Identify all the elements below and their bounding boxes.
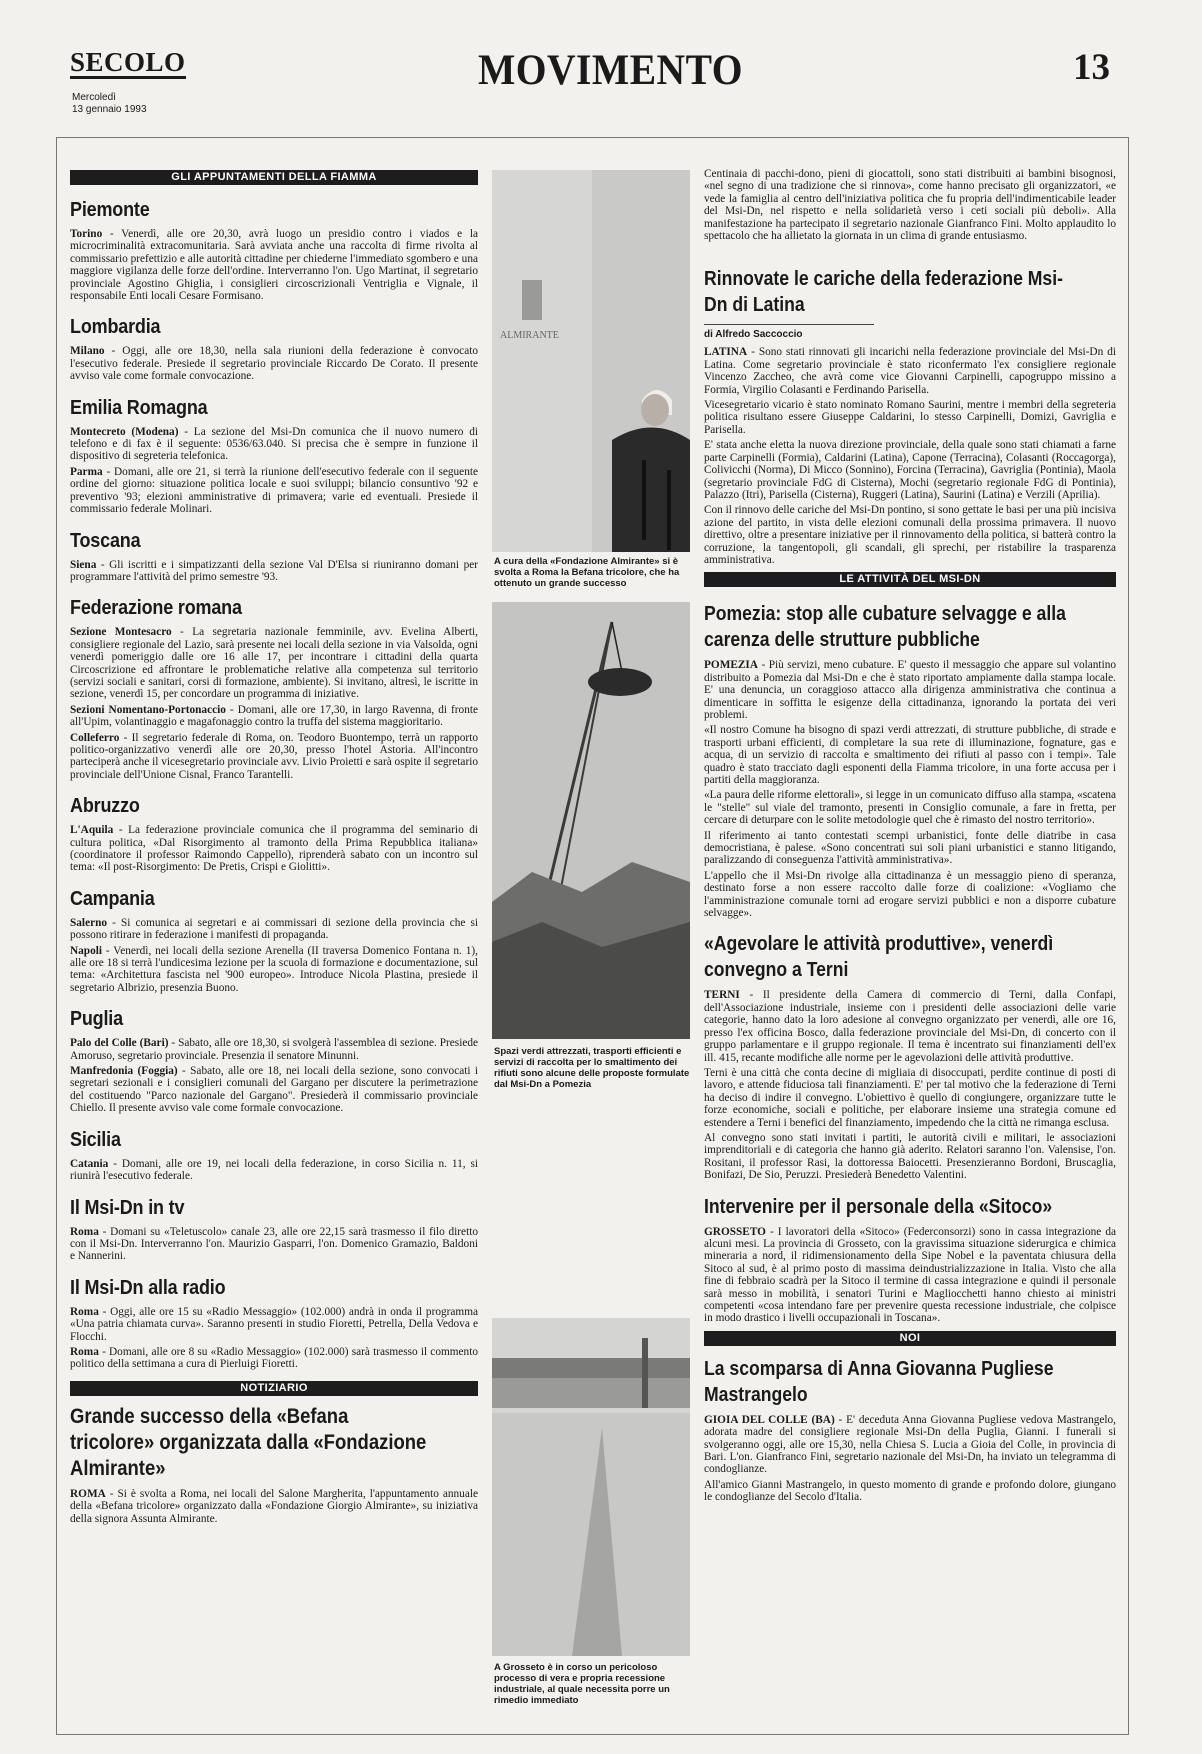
announcement-place: Sezioni Nomentano-Portonaccio <box>70 703 226 716</box>
article-paragraph <box>704 504 1116 566</box>
issue-day: Mercoledì <box>72 92 116 103</box>
article-paragraph <box>704 399 1116 436</box>
announcement <box>70 1306 478 1343</box>
sitoco-article <box>704 1226 1116 1325</box>
article-dateline: LATINA <box>704 346 748 359</box>
article-dateline: GROSSETO <box>704 1225 766 1238</box>
section-bar-notiziario: NOTIZIARIO <box>70 1381 478 1396</box>
article-paragraph <box>704 870 1116 920</box>
announcement-text: - La sezione del Msi-Dn comunica che il nuovo numero di telefono e di fax è il seguente: 0536/63.040. Si precisa che è sempre in funzione il dispositivo di segreteria telefonica. <box>70 425 478 463</box>
article-text: - E' deceduta Anna Giovanna Pugliese vedova Mastrangelo, adorata madre del consigliere regionale Msi-Dn della Puglia, Gianni. I funerali si svolgeranno oggi, alle ore 15,30, nella Chiesa S. Lucia a Gioia del Colle, in provincia di Bari. L'on. Gianfranco Fini, segretario nazionale del Msi-Dn, ha inviato un telegramma di condoglianze. <box>704 1413 1116 1476</box>
announcement <box>70 1158 478 1183</box>
regions-list <box>70 199 478 1371</box>
announcement-text: - Oggi, alle ore 15 su «Radio Messaggio» (102.000) andrà in onda il programma «Una patria chiamata curva». Saranno presenti in studio Fioretti, Petrella, Della Vedova e Flocchi. <box>70 1305 478 1343</box>
article-paragraph <box>704 346 1116 396</box>
announcement-place: Salerno <box>70 916 108 929</box>
announcement-text: - Domani, alle ore 19, nei locali della federazione, in corso Sicilia n. 11, si riunirà l'esecutivo federale. <box>70 1157 478 1183</box>
issue-date <box>72 92 147 116</box>
announcement <box>70 945 478 995</box>
photo-pomezia-drawing <box>492 602 690 1039</box>
announcement <box>70 732 478 782</box>
announcement <box>70 426 478 463</box>
announcement-place: Napoli <box>70 944 103 957</box>
announcement <box>70 824 478 874</box>
announcement <box>70 345 478 382</box>
announcement-place: Siena <box>70 558 97 571</box>
notiziario-body: - Si è svolta a Roma, nei locali del Salone Margherita, l'appuntamento annuale della «Befana tricolore» organizzato dalla «Fondazione Giorgio Almirante», su iniziativa della signora Assunta Almirante. <box>70 1487 478 1525</box>
latina-byline: di Alfredo Saccoccio <box>704 324 874 340</box>
article-paragraph <box>704 1479 1116 1504</box>
section-bar-appuntamenti: GLI APPUNTAMENTI DELLA FIAMMA <box>70 170 478 185</box>
region-title: Il Msi-Dn in tv <box>70 1196 185 1219</box>
article-dateline: GIOIA DEL COLLE (BA) <box>704 1413 835 1426</box>
announcement-place: Colleferro <box>70 731 120 744</box>
announcement-place: Manfredonia (Foggia) <box>70 1065 178 1078</box>
article-text: - Più servizi, meno cubature. E' questo il messaggio che appare sul volantino distribuito a Pomezia dal Msi-Dn e che è stato riportato ampiamente dalla stampa locale. E' una denuncia, un coraggioso attacco alla dirigenza amministrativa che continua a dimenticare in soffitta le esigenze della cittadinanza, ignorando la portata dei veri problemi. <box>704 659 1116 721</box>
announcement-text: - Venerdì, nei locali della sezione Arenella (II traversa Domenico Fontana n. 1), alle ore 18 si terrà l'undicesima lezione per la scuola di formazione e documentazione, sul tema: «Architettura fascista nel '900 europeo». Introduce Nicola Plastina, presiede il segretario Albrizio, presenzia Buono. <box>70 944 478 994</box>
announcement-place: Milano <box>70 345 105 358</box>
announcement-place: Roma <box>70 1305 99 1318</box>
terni-article <box>704 989 1116 1181</box>
announcement-text: - Venerdì, alle ore 20,30, avrà luogo un presidio contro i viados e la microcriminalità extracomunitaria. Sarà avviata anche una raccolta di firme rivolta al commissario prefettizio e alle autorità cittadine per chiederne l'immediato sgombero e una maggiore vigilanza delle forze dell'ordine. Interverranno l'on. Ugo Martinat, il segretario provinciale Agostino Ghiglia, i consiglieri circoscrizionali Ventriglia e Vignale, il responsabile Enti locali Cesare Formisano. <box>70 228 478 303</box>
article-text: - Il presidente della Camera di commercio di Terni, dalla Confapi, dell'Associazione industriale, insieme con i presidenti delle associazioni delle varie categorie, hanno dato la loro adesione al convegno organizzato per venerdì, alle ore 16, presso l'ex officina Bosco, dalla federazione provinciale del Msi-Dn, di concerto con il gruppo parlamentare e il gruppo regionale. Il tema è incentrato sui finanziamenti dell'ex ill. 415, recante modifiche alle norme per le agevolazioni delle attività produttive. <box>704 989 1116 1064</box>
sitoco-headline: Intervenire per il personale della «Sitoco» <box>704 1195 1053 1218</box>
photo-caption-1: A cura della «Fondazione Almirante» si è svolta a Roma la Befana tricolore, che ha ottenuto un grande successo <box>494 556 680 589</box>
announcement-place: Montecreto (Modena) <box>70 425 179 438</box>
region-title: Campania <box>70 887 155 910</box>
photo-pomezia-waste <box>492 602 690 1039</box>
article-paragraph <box>704 830 1116 867</box>
region-title: Emilia Romagna <box>70 396 208 419</box>
noi-headline: La scomparsa di Anna Giovanna Pugliese Mastrangelo <box>704 1357 1054 1406</box>
announcement-place: Palo del Colle (Bari) <box>70 1037 169 1050</box>
pomezia-article <box>704 659 1116 919</box>
article-text: «Il nostro Comune ha bisogno di spazi verdi attrezzati, di strutture pubbliche, di strade e trasporti urbani efficienti, di completare la sua rete di illuminazione, fognature, gas e acqua, di un servizio di raccolta e smaltimento dei rifiuti al passo con i tempi». Tale quadro è stato tracciato dagli esponenti della Fiamma tricolore, in una forte accusa per i partiti della maggioranza. <box>704 724 1116 786</box>
announcement <box>70 626 478 700</box>
announcement <box>70 228 478 302</box>
announcement <box>70 559 478 584</box>
photo-caption-3: A Grosseto è in corso un pericoloso processo di vera e propria recessione industriale, al quale necessita porre un rimedio immediato <box>494 1662 670 1706</box>
region-title: Il Msi-Dn alla radio <box>70 1276 226 1299</box>
page-number: 13 <box>1073 47 1110 88</box>
section-bar-attivita: LE ATTIVITÀ DEL MSI-DN <box>704 572 1116 587</box>
announcement-text: - Sabato, alle ore 18, nei locali della sezione, sono convocati i segretari sezionali e i consiglieri comunali del Gargano per discutere la perimetrazione del costituendo "Parco nazionale del Gargano". Presiederà il commissario provinciale Chiello. Il presente avviso vale come formale convocazione. <box>70 1065 478 1115</box>
article-text: Terni è una città che conta decine di migliaia di disoccupati, perdite continue di posti di lavoro, e attende fiduciosa tali finanziamenti. E' per tal motivo che la federazione di Terni ha deciso di indire il convegno. L'obiettivo è quello di congiungere, organizzare tutte le forze economiche, sociali e politiche, per elaborare insieme una strategia comune ed estendere a Terni i benefici del finanziamento, impedendo che la città ne rimanga esclusa. <box>704 1066 1116 1129</box>
photo-grosseto-industry <box>492 1318 690 1656</box>
newspaper-logo: SECOLO <box>70 48 186 79</box>
photo-caption-2: Spazi verdi attrezzati, trasporti efficienti e servizi di raccolta per lo smaltimento dei rifiuti sono alcune delle proposte formulate dal Msi-Dn a Pomezia <box>494 1046 690 1090</box>
announcement <box>70 1037 478 1062</box>
region-title: Sicilia <box>70 1128 121 1151</box>
terni-headline: «Agevolare le attività produttive», venerdì convegno a Terni <box>704 933 1054 982</box>
article-text: - Sono stati rinnovati gli incarichi nella federazione provinciale del Msi-Dn di Latina. Come segretario provinciale è stato riconfermato l'ex consigliere regionale Vincenzo Zaccheo, che avrà come vice Giovanni Carpinelli, capogruppo missino a Formia, Virgilio Colasanti e Ferdinando Parisella. <box>704 346 1116 396</box>
notiziario-text <box>70 1488 478 1525</box>
photo-grosseto-drawing <box>492 1318 690 1656</box>
announcement-text: - Domani, alle ore 21, si terrà la riunione dell'esecutivo federale con il seguente ordine del giorno: situazione politica locale e suoi sviluppi; bilancio consuntivo '92 e preventivo '93; elezioni amministrative di primavera; varie ed eventuali. Presiede il commissario federale Molinari. <box>70 465 478 516</box>
article-text: «La paura delle riforme elettorali», si legge in un comunicato diffuso alla stampa, «scatena le "stelle" sul viale del tramonto, presenti in Consiglio comunale, a fare in fretta, per cercare di deturpare con le solite metodologie quel che è rimasto del nostro territorio». <box>704 789 1116 827</box>
article-text: Il riferimento ai tanto contestati scempi urbanistici, fonte delle diatribe in casa democristiana, è palese. «Sono concentrati sui soli piani urbanistici e stanno litigando, paralizzando di conseguenza l'attività amministrativa». <box>704 829 1116 867</box>
region-title: Lombardia <box>70 316 161 339</box>
left-column <box>70 170 478 1730</box>
announcement-text: - Oggi, alle ore 18,30, nella sala riunioni della federazione è convocato l'esecutivo federale. Presiede il segretario provinciale Riccardo De Corato. Il presente avviso vale come formale convocazione. <box>70 345 478 383</box>
announcement <box>70 917 478 942</box>
announcement-place: Roma <box>70 1345 99 1358</box>
section-title: MOVIMENTO <box>478 47 743 94</box>
article-paragraph <box>704 1067 1116 1129</box>
latina-headline: Rinnovate le cariche della federazione Msi-Dn di Latina <box>704 268 1063 317</box>
announcement-text: - Domani su «Teletuscolo» canale 23, alle ore 22,15 sarà trasmesso il filo diretto con il Msi-Dn. Interverranno l'on. Maurizio Gasparri, l'on. Domenico Gramazio, Baldoni e Nannerini. <box>70 1225 478 1263</box>
region-title: Piemonte <box>70 199 150 221</box>
article-paragraph <box>704 724 1116 786</box>
article-paragraph <box>704 439 1116 501</box>
region-title: Toscana <box>70 529 141 552</box>
photo-almirante-event <box>492 170 690 552</box>
article-dateline: POMEZIA <box>704 659 758 672</box>
pomezia-headline: Pomezia: stop alle cubature selvagge e alla carenza delle strutture pubbliche <box>704 603 1066 652</box>
article-paragraph <box>704 1414 1116 1476</box>
region-title: Abruzzo <box>70 795 140 818</box>
photo-almirante-drawing <box>492 170 690 552</box>
announcement-text: - La federazione provinciale comunica che il programma del seminario di cultura politica, «Dal Risorgimento al tramonto della Prima Repubblica italiana» (coordinatore il professor Raimondo Cappello), riprenderà sabato con un incontro sul tema: «Il post-Risorgimento: De Pretis, Crispi e Giolitti». <box>70 824 478 874</box>
announcement-text: - Si comunica ai segretari e ai commissari di sezione della provincia che si possono ritirare in federazione i manifesti di propaganda. <box>70 916 478 942</box>
announcement-place: Sezione Montesacro <box>70 626 172 639</box>
article-text: - I lavoratori della «Sitoco» (Federconsorzi) sono in cassa integrazione da alcuni mesi. La provincia di Grosseto, con la gravissima situazione siderurgica e chimica mineraria a nord, il ridimensionamento della Sipe Nobel e la paventata chiusura della Sitoco al sud, è al primo posto di massima deindustrializzazione in Italia. Visto che alla fine di febbraio scadrà per la Sitoco il termine di cassa integrazione e quindi il personale sarà messo in mobilità, i senatori Turini e Magliocchetti hanno chiesto ai ministri competenti «cosa intendano fare per prevenire questa recessione industriale, che colpisce in modo drastico i livelli occupazionali in Toscana». <box>704 1225 1116 1325</box>
announcement-place: Parma <box>70 465 103 478</box>
announcement-place: Catania <box>70 1157 109 1170</box>
announcement <box>70 466 478 516</box>
announcement <box>70 1346 478 1371</box>
masthead <box>68 40 1128 130</box>
announcement <box>70 1065 478 1115</box>
announcement-text: - Sabato, alle ore 18,30, si svolgerà l'assemblea di sezione. Presiede Amoruso, segretario provinciale. Presenzia il senatore Minunni. <box>70 1037 478 1062</box>
announcement-text: - Gli iscritti e i simpatizzanti della sezione Val D'Elsa si riuniranno domani per programmare l'attività del primo semestre '93. <box>70 558 478 583</box>
announcement-place: Torino <box>70 228 103 240</box>
article-dateline: TERNI <box>704 989 740 1002</box>
article-paragraph <box>704 989 1116 1063</box>
region-title: Federazione romana <box>70 597 242 620</box>
section-bar-noi: NOI <box>704 1331 1116 1346</box>
befana-continuation: Centinaia di pacchi-dono, pieni di giocattoli, sono stati distribuiti ai bambini bisognosi, «nel segno di una tradizione che si rinnova», come hanno precisato gli organizzatori, «e vede la famiglia al centro dell'iniziativa politica che fu propria dell'indimenticabile leader del Msi-Dn, nel rispetto e nella solidarietà verso i ceti sociali più deboli». Alla manifestazione ha partecipato il segretario nazionale Gianfranco Fini. Molto applaudito lo spettacolo che ha allietato la giornata in un clima di grande entusiasmo. <box>704 168 1116 243</box>
announcement <box>70 1226 478 1263</box>
announcement-text: - Domani, alle ore 8 su «Radio Messaggio» (102.000) sarà trasmesso il commento politico della settimana a cura di Pierluigi Fioretti. <box>70 1345 478 1371</box>
article-text: Al convegno sono stati invitati i partiti, le autorità civili e militari, le associazioni imprenditoriali e di categoria che hanno già aderito. Relatori saranno l'on. Valensise, l'on. Rositani, il professor Rasi, la dottoressa Baiocetti. Presenzieranno Bordoni, Bruscaglia, Bonifazi, De Sio, Peruzzi. Presiederà Benedetto Valentini. <box>704 1131 1116 1182</box>
notiziario-headline: Grande successo della «Befana tricolore» organizzata dalla «Fondazione Almirante» <box>70 1404 427 1480</box>
noi-article <box>704 1414 1116 1504</box>
article-paragraph <box>704 1226 1116 1325</box>
region-title: Puglia <box>70 1008 123 1031</box>
announcement-text: - Il segretario federale di Roma, on. Teodoro Buontempo, terrà un rapporto politico-organizzativo venerdì alle ore 20,30, presso l'hotel Astoria. All'incontro parteciperà anche il vicesegretario provinciale avv. Livio Proietti e sarà ospite il segretario provinciale dell'Unione Cisnal, Franco Tarantelli. <box>70 731 478 781</box>
issue-full-date: 13 gennaio 1993 <box>72 104 147 115</box>
notiziario-lead: ROMA <box>70 1487 106 1500</box>
announcement-text: - La segretaria nazionale femminile, avv. Evelina Alberti, consigliere regionale del Lazio, sarà presente nei locali della sezione in via Valsolda, ogni venerdì pomeriggio dalle ore 16 alle 17, per incontrare i cittadini della quarta Circoscrizione ed affrontare le problematiche relative alla competenza sul territorio (servizi sociali e sanitari, corsi di formazione, ambiente). Si invitano, altresì, le iscritte in sezione, venerdì 15, per concordare un programma di iniziative. <box>70 626 478 701</box>
article-text: Vicesegretario vicario è stato nominato Romano Saurini, mentre i membri della segreteria politica risultano essere Giuseppe Caldarini, lo stesso Carpinelli, Domizi, Gavriglia e Parisella. <box>704 399 1116 436</box>
article-paragraph <box>704 1132 1116 1182</box>
announcement-place: L'Aquila <box>70 824 114 837</box>
photo-sign-text: ALMIRANTE <box>500 330 559 341</box>
article-text: E' stata anche eletta la nuova direzione provinciale, della quale sono stati chiamati a farne parte Carpinelli (Formia), Caldarini (Latina), Capone (Terracina), Colasanti (Roccagorga), Colivicchi (Norma), Di Micco (Sonnino), Forcina (Terracina), Gavriglia (Pontinia), Maola (segretario provinciale FdG di Cisterna), Mochi (segretario regionale FdG di Pontinia), Palazzo (Itri), Parisella (Cisterna), Ruggeri (Latina), Saurini (Latina) e Verzili (Aprilia). <box>704 439 1116 501</box>
announcement-place: Roma <box>70 1225 99 1238</box>
right-column <box>704 168 1116 1728</box>
article-text: Con il rinnovo delle cariche del Msi-Dn pontino, si sono gettate le basi per una più incisiva azione del partito, in vista delle elezioni comunali della prossima primavera. Il nuovo direttivo, oltre a presentare iniziative per il rinnovamento della politica, si batterà contro la corruzione, la tangentopoli, gli scandali, gli sprechi, per ristabilire la trasparenza amministrativa. <box>704 504 1116 566</box>
article-paragraph <box>704 659 1116 721</box>
article-text: All'amico Gianni Mastrangelo, in questo momento di grande e profondo dolore, giungano le condoglianze del Secolo d'Italia. <box>704 1478 1116 1504</box>
article-paragraph <box>704 789 1116 826</box>
latina-article <box>704 346 1116 566</box>
announcement-text: - Domani, alle ore 17,30, in largo Ravenna, di fronte all'Upim, volantinaggio e magafonaggio contro la truffa del sistema maggioritario. <box>70 703 478 729</box>
announcement <box>70 704 478 729</box>
article-text: L'appello che il Msi-Dn rivolge alla cittadinanza è un messaggio pieno di speranza, destinato forse a non essere raccolto dalle forze di coalizione: «Vogliamo che l'amministrazione comunale torni ad erogare servizi pubblici e non a disporre cubature selvagge». <box>704 869 1116 920</box>
